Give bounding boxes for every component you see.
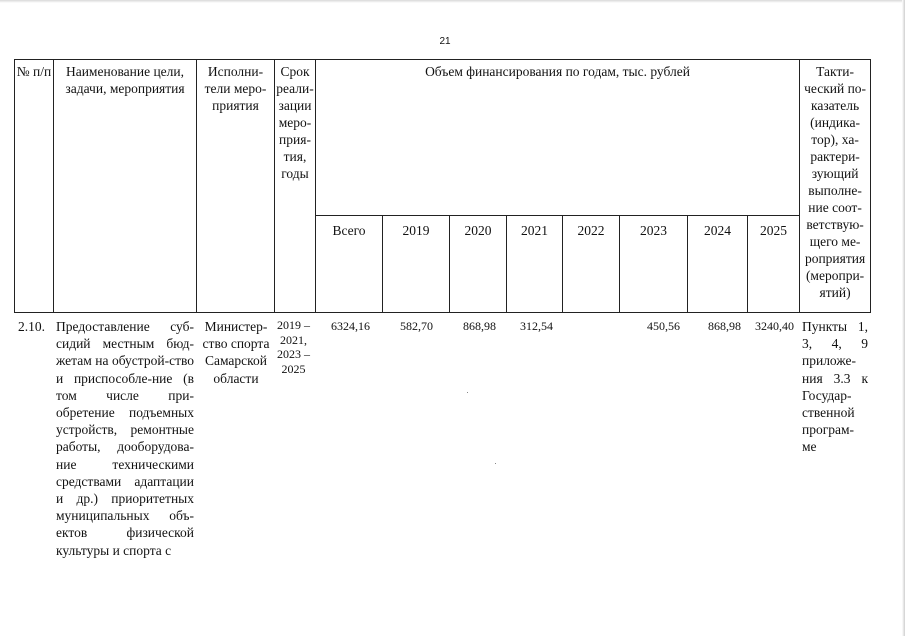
scan-speck bbox=[495, 463, 496, 464]
scan-speck bbox=[467, 392, 468, 393]
header-year-2025: 2025 bbox=[748, 216, 800, 313]
header-year-2021: 2021 bbox=[507, 216, 563, 313]
header-indicator: Такти-ческий по-казатель (индика-тор), ха-рактери-зующий выполне-ние соот-ветствую-щего ме-роприятия (меропри-ятий) bbox=[800, 60, 871, 313]
row-value-2019: 582,70 bbox=[400, 319, 433, 333]
row-number: 2.10. bbox=[18, 319, 45, 334]
header-year-2019: 2019 bbox=[383, 216, 450, 313]
financing-table bbox=[14, 59, 871, 313]
row-value-2024: 868,98 bbox=[708, 319, 741, 333]
row-term: 2019 – 2021, 2023 – 2025 bbox=[277, 318, 310, 376]
header-year-2020: 2020 bbox=[450, 216, 507, 313]
row-value-2023: 450,56 bbox=[647, 319, 680, 333]
header-executors: Исполни-тели меро-приятия bbox=[197, 60, 275, 313]
row-executor: Министер-ство спорта Самарской области bbox=[202, 319, 270, 386]
row-indicator: Пункты 1, 3, 4, 9 приложе-ния 3.3 к Государ-ственной програм-ме bbox=[802, 319, 868, 455]
header-year-2023: 2023 bbox=[620, 216, 688, 313]
header-name: Наименование цели, задачи, мероприятия bbox=[54, 60, 197, 313]
header-total: Всего bbox=[316, 216, 383, 313]
header-num: № п/п bbox=[15, 60, 54, 313]
row-value-2025: 3240,40 bbox=[755, 319, 794, 333]
header-year-2024: 2024 bbox=[688, 216, 748, 313]
scan-top-edge bbox=[0, 0, 905, 3]
header-financing: Объем финансирования по годам, тыс. рублей bbox=[316, 60, 800, 216]
page-number: 21 bbox=[439, 36, 451, 47]
header-year-2022: 2022 bbox=[563, 216, 620, 313]
header-term: Срок реали-зации меро-прия-тия, годы bbox=[275, 60, 316, 313]
row-value-2020: 868,98 bbox=[463, 319, 496, 333]
row-total: 6324,16 bbox=[331, 319, 370, 333]
row-name: Предоставление суб-сидий местным бюд-жетам на обустрой-ство и приспособле-ние (в том числе при-обретение подъемных устройств, ремонтные работы, дооборудова-ние техническими средствами адаптации и др.) приоритетных муниципальных объ-ектов физической культуры и спорта с bbox=[56, 319, 194, 558]
row-value-2021: 312,54 bbox=[520, 319, 553, 333]
